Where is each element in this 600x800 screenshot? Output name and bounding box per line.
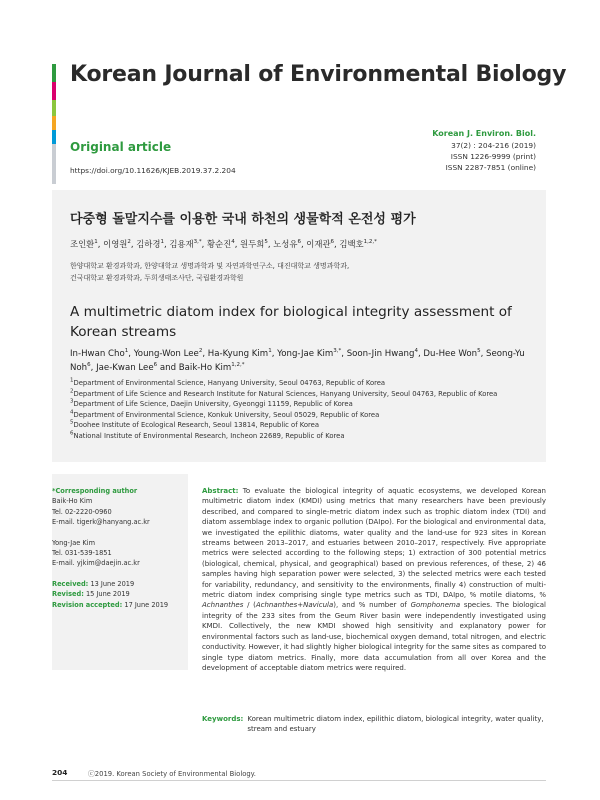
journal-abbreviation: Korean J. Environ. Biol. — [432, 129, 536, 138]
revised-date: Revised: 15 June 2019 — [52, 590, 130, 599]
stripe-lime — [52, 100, 56, 116]
english-author: Yong-Jae Kim — [277, 349, 334, 359]
author-email[interactable]: E-mail. tigerk@hanyang.ac.kr — [52, 518, 150, 527]
footer-divider — [52, 780, 546, 781]
affiliation-item: $^5$Doohee Institute of Ecological Research, Seoul 13814, Republic of Korea — [70, 420, 320, 430]
received-date: Received: 13 June 2019 — [52, 579, 135, 588]
korean-author: 황순진 — [206, 239, 232, 249]
keywords-text: Korean multimetric diatom index, epilithic diatom, biological integrity, water quality, stream and estuary — [247, 715, 544, 734]
korean-affiliation-line: 건국대학교 환경과학과, 두희생태조사단, 국립환경과학원 — [70, 274, 244, 282]
journal-info — [432, 128, 536, 173]
english-author: Du-Hee Won — [423, 349, 478, 359]
korean-author: 원두희 — [240, 239, 265, 249]
affiliation-item: $^2$Department of Life Science and Research Institute for Natural Sciences, Hanyang University, Seoul 04763, Republic of Korea — [70, 388, 498, 398]
korean-affiliations — [70, 260, 530, 284]
correspondence-info — [52, 486, 188, 610]
correspondence-block — [52, 486, 188, 610]
volume-pages: 37(2) : 204-216 (2019) — [451, 141, 536, 150]
author-tel: Tel. 02-2220-0960 — [52, 507, 112, 516]
english-author: Seong-Yu Noh — [70, 349, 525, 373]
korean-author: 노성유 — [273, 239, 298, 249]
affiliation-item: $^4$Department of Environmental Science, Konkuk University, Seoul 05029, Republic of Korea — [70, 409, 380, 419]
english-title: A multimetric diatom index for biological integrity assessment of Korean streams — [70, 304, 512, 340]
stripe-orange — [52, 116, 56, 130]
stripe-magenta — [52, 82, 56, 100]
korean-author: 이재관 — [306, 239, 331, 249]
author-name: Yong-Jae Kim — [52, 538, 96, 547]
korean-author-list: 조인환$^1$, 이영원$^2$, 김하경$^1$, 김용재$^{3,*}$, 황순진$^4$, 원두희$^5$, 노성유$^6$, 이재관$^6$, 김백호$^{1,2,*}$ — [70, 239, 377, 249]
corresponding-author-label: *Corresponding author — [52, 487, 138, 495]
korean-author: 김용재 — [169, 239, 194, 249]
issn-print: ISSN 1226-9999 (print) — [450, 152, 536, 161]
affiliation-item: $^1$Department of Environmental Science, Hanyang University, Seoul 04763, Republic of Korea — [70, 377, 386, 387]
stripe-green — [52, 64, 56, 82]
english-author: Young-Won Lee — [133, 349, 199, 359]
english-affiliations — [70, 378, 540, 442]
korean-author: 이영원 — [103, 239, 128, 249]
page-number: 204 — [52, 768, 68, 777]
keywords-label: Keywords: — [202, 715, 244, 723]
stripe-grey — [52, 144, 56, 184]
author-tel: Tel. 031-539-1851 — [52, 549, 112, 558]
korean-author: 김하경 — [136, 239, 161, 249]
article-header-left — [70, 140, 236, 175]
keywords — [202, 714, 546, 735]
affiliation-item: $^3$Department of Life Science, Daejin University, Gyeonggi 11159, Republic of Korea — [70, 398, 353, 409]
korean-author: 김백호 — [339, 239, 364, 249]
english-author: In-Hwan Cho — [70, 349, 125, 359]
journal-title: Korean Journal of Environmental Biology — [70, 62, 567, 87]
affiliation-item: $^6$National Institute of Environmental Research, Incheon 22689, Republic of Korea — [70, 430, 345, 440]
issn-online: ISSN 2287-7851 (online) — [445, 163, 536, 172]
korean-affiliation-line: 한양대학교 환경과학과, 한양대학교 생명과학과 및 자연과학연구소, 대진대학교 생명과학과, — [70, 262, 350, 270]
english-author: Ha-Kyung Kim — [207, 349, 269, 359]
english-author: Baik-Ho Kim — [178, 363, 232, 373]
korean-author: 조인환 — [70, 239, 95, 249]
abstract-label: Abstract: — [202, 487, 239, 495]
english-author-list: In-Hwan Cho$^1$, Young-Won Lee$^2$, Ha-Kyung Kim$^1$, Yong-Jae Kim$^{3,*}$, Soon-Jin Hwang$^4$, Du-Hee Won$^5$, Seong-Yu Noh$^6$, Jae-Kwan Lee$^6$ and Baik-Ho Kim$^{1,2,*}$ — [70, 348, 525, 373]
copyright: ⓒ2019. Korean Society of Environmental Biology. — [88, 770, 256, 778]
author-name: Baik-Ho Kim — [52, 497, 93, 506]
doi-link[interactable]: https://doi.org/10.11626/KJEB.2019.37.2.204 — [70, 166, 236, 175]
author-email[interactable]: E-mail. yjkim@daejin.ac.kr — [52, 559, 140, 568]
english-author: Jae-Kwan Lee — [96, 363, 154, 373]
english-author: Soon-Jin Hwang — [346, 349, 415, 359]
accepted-date: Revision accepted: 17 June 2019 — [52, 600, 169, 609]
stripe-blue — [52, 130, 56, 144]
korean-title: 다중형 돌말지수를 이용한 국내 하천의 생물학적 온전성 평가 — [70, 212, 416, 227]
article-type: Original article — [70, 140, 172, 154]
abstract: Abstract: To evaluate the biological integrity of aquatic ecosystems, we developed Korean multimetric diatom index (KMDI) using metrics that many researchers have been previously described, and compared to single-metric diatom index such as trophic diatom index (TDI) and diatom assemblage index to organic pollution (DAIpo). For the biological and environmental data, we investigated the epilithic diatoms, water quality and the land-use for 923 sites in Korean streams between 2013–2017, and estuaries between 2010–2017, respectively. Five appropriate metrics were selected according to the following steps; 1) extraction of 300 potential metrics (biological, chemical, physical, and geographical) based on previous references, of these, 2) 46 samples having high separation power were selected, 3) the selected metrics were each tested for variability, redundancy, and sensitivity to the environments, finally 4) construction of multi-metric diatom index comprising single type metrics such as TDI, DAIpo, % motile diatoms, % Achnanthes / (Achnanthes+Navicula), and % number of Gomphonema species. The biological integrity of the 233 sites from the Geum River basin were independently investigated using KMDI. Collectively, the new KMDI showed high sensitivity and explanatory power for environmental factors such as land-use, biochemical oxygen demand, total nitrogen, and electric conductivity. However, it had slightly higher biological integrity for the same sites as compared to single type diatom metrics. Finally, more data accumulation from all over Korea and the development of acceptable diatom metrics were required. — [202, 487, 546, 672]
